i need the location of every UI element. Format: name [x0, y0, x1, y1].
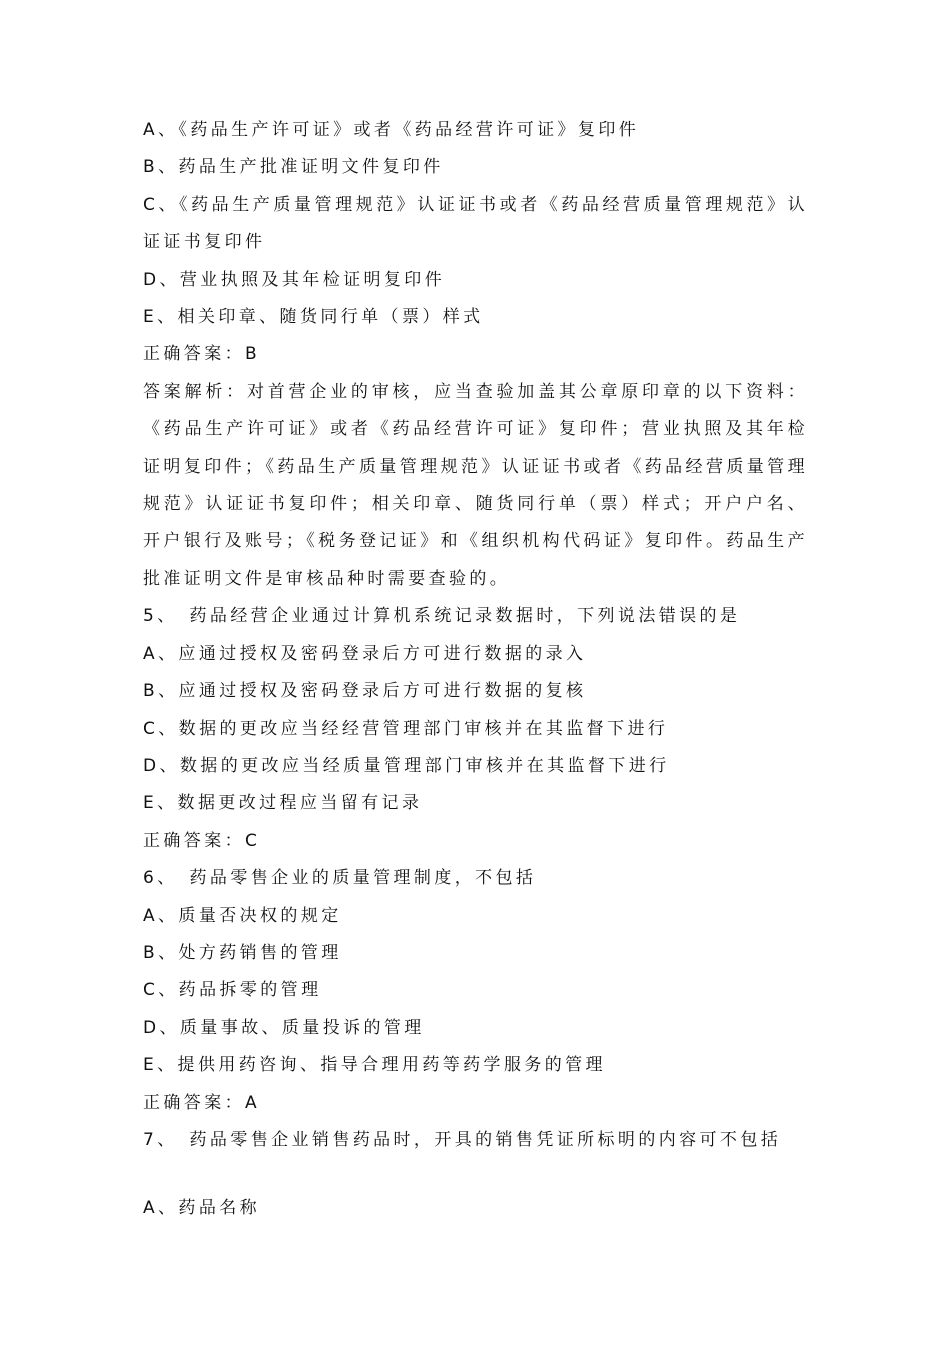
option-b-q4: B、药品生产批准证明文件复印件	[143, 157, 444, 178]
option-d-q6: D、质量事故、质量投诉的管理	[143, 1017, 425, 1038]
answer-q5: 正确答案：C	[143, 830, 261, 851]
question-7: 7、 药品零售企业销售药品时，开具的销售凭证所标明的内容可不包括	[143, 1129, 782, 1150]
option-b-q5: B、应通过授权及密码登录后方可进行数据的复核	[143, 681, 587, 702]
option-a-q4: A、《药品生产许可证》或者《药品经营许可证》复印件	[143, 120, 640, 140]
option-a-q6: A、质量否决权的规定	[143, 905, 342, 926]
question-6: 6、 药品零售企业的质量管理制度，不包括	[143, 868, 537, 889]
option-c-q4: C、《药品生产质量管理规范》认证证书或者《药品经营质量管理规范》认证证书复印件	[143, 194, 808, 253]
option-d-q4: D、营业执照及其年检证明复印件	[143, 269, 446, 290]
option-a-q5: A、应通过授权及密码登录后方可进行数据的录入	[143, 643, 587, 664]
answer-q4: 正确答案：B	[143, 344, 261, 365]
option-e-q6: E、提供用药咨询、指导合理用药等药学服务的管理	[143, 1055, 606, 1076]
option-e-q5: E、数据更改过程应当留有记录	[143, 793, 423, 814]
option-d-q5: D、数据的更改应当经质量管理部门审核并在其监督下进行	[143, 755, 670, 776]
option-e-q4: E、相关印章、随货同行单（票）样式	[143, 307, 484, 328]
document-page	[143, 112, 808, 1228]
option-c-q5: C、数据的更改应当经经营管理部门审核并在其监督下进行	[143, 718, 669, 739]
question-5: 5、 药品经营企业通过计算机系统记录数据时，下列说法错误的是	[143, 606, 741, 627]
explanation-q4: 答案解析：对首营企业的审核，应当查验加盖其公章原印章的以下资料：《药品生产许可证》或者《药品经营许可证》复印件；营业执照及其年检证明复印件；《药品生产质量管理规范》认证证书或者《药品经营质量管理规范》认证证书复印件；相关印章、随货同行单（票）样式；开户户名、开户银行及账号；《税务登记证》和《组织机构代码证》复印件。药品生产批准证明文件是审核品种时需要查验的。	[143, 381, 808, 589]
blank-gap	[143, 1159, 808, 1190]
option-a-q7: A、药品名称	[143, 1198, 261, 1219]
answer-q6: 正确答案：A	[143, 1092, 261, 1113]
option-b-q6: B、处方药销售的管理	[143, 942, 342, 963]
option-c-q6: C、药品拆零的管理	[143, 980, 322, 1001]
